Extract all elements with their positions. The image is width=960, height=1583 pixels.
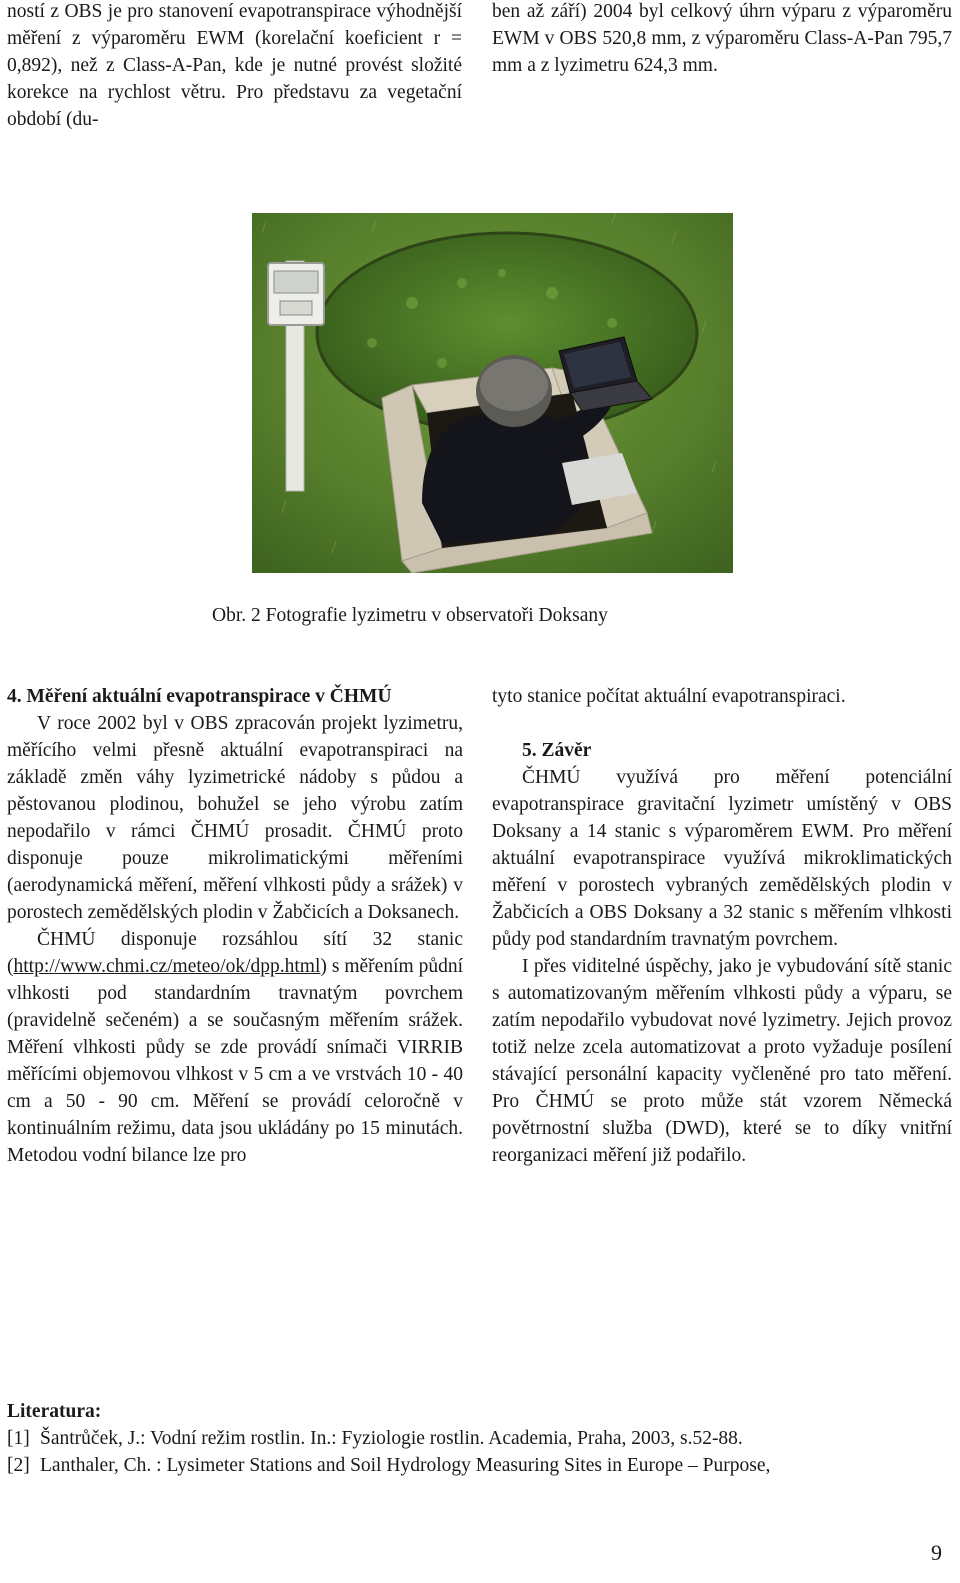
section-4-column [7,683,463,1169]
section-4-heading: 4. Měření aktuální evapotranspirace v ČHMÚ [7,686,392,707]
top-right-column [492,0,952,79]
reference-item [7,1452,952,1479]
dpp-link[interactable]: http://www.chmi.cz/meteo/ok/dpp.html [13,956,321,977]
reference-text: Šantrůček, J.: Vodní režim rostlin. In.: Fyziologie rostlin. Academia, Praha, 2003, s.52-88. [40,1428,743,1449]
page-number: 9 [931,1540,942,1565]
spacer [492,710,952,737]
reference-number: [2] [7,1455,30,1476]
references-section [7,1398,952,1479]
reference-item [7,1425,952,1452]
reference-text: Lanthaler, Ch. : Lysimeter Stations and Soil Hydrology Measuring Sites in Europe – Purpose, [40,1455,771,1476]
paragraph-2-body: ) s měřením půdní vlhkosti pod standardním travnatým povrchem (pravidelně sečeném) a se současným měřením srážek. Měření vlhkosti půdy se zde provádí snímači VIRRIB měřícími objemovou vlhkost v 5 cm a ve vrstvách 10 - 40 cm a 50 - 90 cm. Měření se provádí celoročně v kontinuálním režimu, data jsou ukládány po 15 minutách. Metodou vodní bilance lze pro [7,956,463,1166]
section-5-paragraph-2: I přes viditelné úspěchy, jako je vybudování sítě stanic s automatizovaným měřením vlhkosti půdy a výparu, se zatím nepodařilo vybudovat nové lyzimetry. Jejich provoz totiž nelze zcela automatizovat a proto vyžaduje posílení stávající personální kapacity vyčleněné pro tato měření. Pro ČHMÚ se proto může stát vzorem Německá povětrnostní služba (DWD), které se to díky vnitřní reorganizaci měření již podařilo. [492,956,952,1166]
paragraph-2-intro: ČHMÚ disponuje rozsáhlou sítí 32 stanic ( [7,929,463,977]
top-right-paragraph: ben až září) 2004 byl celkový úhrn výparu z výparoměru EWM v OBS 520,8 mm, z výparoměru Class-A-Pan 795,7 mm a z lyzimetru 624,3 mm. [492,1,952,76]
section-4-continuation: tyto stanice počítat aktuální evapotranspiraci. [492,686,846,707]
top-left-paragraph: ností z OBS je pro stanovení evapotranspirace výhodnější měření z výparoměru EWM (korelační koeficient r = 0,892), než z Class-A-Pan, kde je nutné provést složité korekce na rychlost větru. Pro představu za vegetační období (du- [7,1,462,130]
reference-number: [1] [7,1428,30,1449]
section-5-column [492,683,952,1169]
section-5-heading: 5. Závěr [522,740,592,761]
lysimeter-photo-illustration [252,213,733,573]
section-4-paragraph-1: V roce 2002 byl v OBS zpracován projekt lyzimetru, měřícího velmi přesně aktuální evapotranspiraci na základě změn váhy lyzimetrické nádoby s půdou a pěstovanou plodinou, bohužel se jeho výrobu zatím nepodařilo v rámci ČHMÚ prosadit. ČHMÚ proto disponuje pouze mikrolimatickými měřeními (aerodynamická měření, měření vlhkosti půdy a srážek) v porostech zemědělských plodin v Žabčicích a Doksanech. [7,713,463,923]
lysimeter-photo [252,213,733,573]
references-heading: Literatura: [7,1401,102,1422]
section-4-paragraph-2 [7,926,463,1169]
section-5-paragraph-1: ČHMÚ využívá pro měření potenciální evapotranspirace gravitační lyzimetr umístěný v OBS Doksany a 14 stanic s výparoměrem EWM. Pro měření aktuální evapotranspirace využívá mikroklimatických měření v porostech vybraných zemědělských plodin v Žabčicích a OBS Doksany a 32 stanic s měřením vlhkosti půdy pod standardním travnatým povrchem. [492,767,952,950]
top-left-column [7,0,462,133]
figure-caption: Obr. 2 Fotografie lyzimetru v observatoři Doksany [212,605,608,626]
